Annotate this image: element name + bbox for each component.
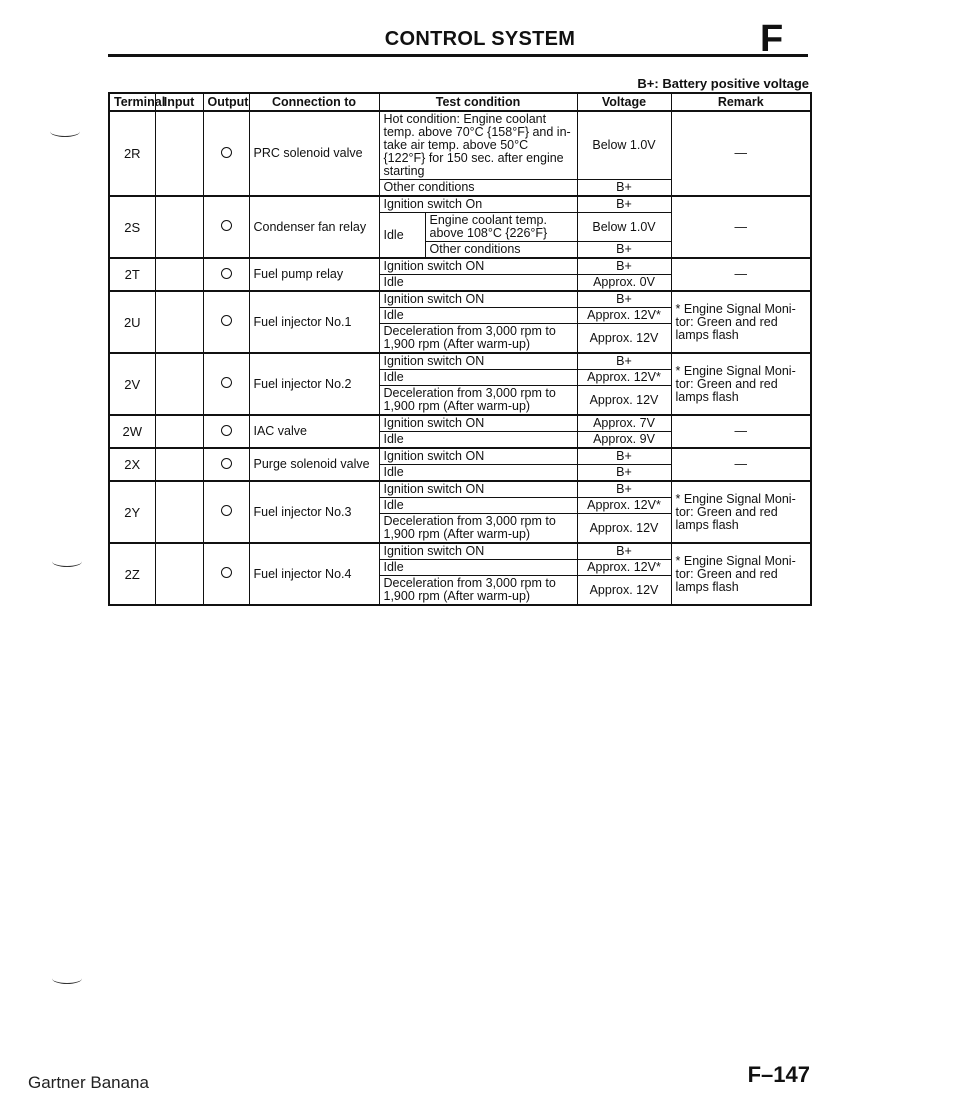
test-condition-cell: Idle	[379, 370, 577, 386]
battery-note: B+: Battery positive voltage	[637, 76, 809, 91]
output-circle-icon	[221, 315, 232, 326]
remark-text: Engine Signal Moni- tor: Green and red lamps flash	[675, 553, 796, 594]
voltage-cell: Approx. 12V*	[577, 370, 671, 386]
test-condition-cell: Ignition switch ON	[379, 481, 577, 498]
table-row	[109, 196, 811, 213]
remark-cell: —	[671, 415, 811, 448]
voltage-cell: Approx. 12V	[577, 324, 671, 354]
voltage-cell: Approx. 12V*	[577, 308, 671, 324]
remark-asterisk: *	[675, 491, 681, 506]
remark-text: Engine Signal Moni- tor: Green and red lamps flash	[675, 491, 796, 532]
connection-cell: PRC solenoid valve	[249, 111, 379, 196]
terminal-cell: 2S	[109, 196, 155, 258]
voltage-cell: Approx. 9V	[577, 432, 671, 449]
voltage-cell: B+	[577, 465, 671, 482]
test-condition-cell: Ignition switch ON	[379, 448, 577, 465]
test-condition-cell: Deceleration from 3,000 rpm to 1,900 rpm (After warm-up)	[379, 386, 577, 416]
remark-cell: —	[671, 111, 811, 196]
test-condition-cell: Idle	[379, 308, 577, 324]
terminal-cell: 2Y	[109, 481, 155, 543]
output-cell	[203, 196, 249, 258]
voltage-cell: Approx. 12V	[577, 576, 671, 606]
terminal-cell: 2X	[109, 448, 155, 481]
col-header-connection: Connection to	[249, 93, 379, 111]
table-row	[109, 543, 811, 560]
table-header-row	[109, 93, 811, 111]
test-condition-cell: Ignition switch On	[379, 196, 577, 213]
remark-cell: —	[671, 448, 811, 481]
terminal-cell: 2V	[109, 353, 155, 415]
connection-cell: Fuel injector No.3	[249, 481, 379, 543]
remark-asterisk: *	[675, 553, 681, 568]
remark-text: Engine Signal Moni- tor: Green and red lamps flash	[675, 363, 796, 404]
connection-cell: Fuel injector No.2	[249, 353, 379, 415]
terminal-cell: 2R	[109, 111, 155, 196]
voltage-cell: Approx. 12V*	[577, 560, 671, 576]
test-condition-cell: Idle	[379, 432, 577, 449]
connection-cell: Purge solenoid valve	[249, 448, 379, 481]
output-cell	[203, 258, 249, 291]
section-letter: F	[760, 18, 784, 60]
output-cell	[203, 291, 249, 353]
voltage-cell: B+	[577, 481, 671, 498]
remark-cell	[671, 291, 811, 353]
output-circle-icon	[221, 458, 232, 469]
col-header-test-condition: Test condition	[379, 93, 577, 111]
output-circle-icon	[221, 268, 232, 279]
remark-cell: —	[671, 258, 811, 291]
binder-mark	[50, 126, 80, 137]
voltage-cell: Approx. 12V	[577, 386, 671, 416]
output-circle-icon	[221, 425, 232, 436]
test-condition-cell: Idle	[379, 560, 577, 576]
test-condition-cell: Ignition switch ON	[379, 543, 577, 560]
terminal-spec-table	[108, 92, 812, 606]
col-header-remark: Remark	[671, 93, 811, 111]
voltage-cell: Approx. 0V	[577, 275, 671, 292]
input-cell	[155, 448, 203, 481]
test-condition-cell: Idle	[379, 498, 577, 514]
binder-mark	[52, 556, 82, 567]
output-circle-icon	[221, 505, 232, 516]
connection-cell: Fuel pump relay	[249, 258, 379, 291]
voltage-cell: Approx. 7V	[577, 415, 671, 432]
remark-cell	[671, 543, 811, 605]
terminal-cell: 2U	[109, 291, 155, 353]
test-condition-cell: Ignition switch ON	[379, 291, 577, 308]
table-row	[109, 111, 811, 180]
test-condition-cell: Ignition switch ON	[379, 258, 577, 275]
page-number: F–147	[747, 1062, 810, 1087]
connection-cell: Fuel injector No.4	[249, 543, 379, 605]
remark-cell	[671, 353, 811, 415]
col-header-input: Input	[155, 93, 203, 111]
col-header-voltage: Voltage	[577, 93, 671, 111]
output-cell	[203, 448, 249, 481]
page-title: CONTROL SYSTEM	[384, 28, 576, 50]
test-condition-cell: Ignition switch ON	[379, 415, 577, 432]
table-row	[109, 448, 811, 465]
terminal-cell: 2T	[109, 258, 155, 291]
output-cell	[203, 481, 249, 543]
output-circle-icon	[221, 220, 232, 231]
col-header-terminal: Terminal	[109, 93, 155, 111]
voltage-cell: B+	[577, 291, 671, 308]
col-header-output: Output	[203, 93, 249, 111]
remark-asterisk: *	[675, 301, 681, 316]
binder-mark	[52, 973, 82, 984]
input-cell	[155, 258, 203, 291]
test-condition-cell: Engine coolant temp. above 108°C {226°F}	[425, 213, 577, 242]
input-cell	[155, 415, 203, 448]
output-cell	[203, 543, 249, 605]
output-circle-icon	[221, 377, 232, 388]
output-circle-icon	[221, 567, 232, 578]
test-condition-cell: Other conditions	[379, 180, 577, 197]
output-circle-icon	[221, 147, 232, 158]
test-condition-cell: Idle	[379, 275, 577, 292]
voltage-cell: Below 1.0V	[577, 111, 671, 180]
output-cell	[203, 415, 249, 448]
terminal-cell: 2W	[109, 415, 155, 448]
output-cell	[203, 353, 249, 415]
voltage-cell: B+	[577, 180, 671, 197]
table-row	[109, 258, 811, 275]
input-cell	[155, 196, 203, 258]
voltage-cell: B+	[577, 353, 671, 370]
test-condition-cell: Idle	[379, 465, 577, 482]
test-condition-cell: Hot condition: Engine coolant temp. above 70°C {158°F} and in- take air temp. above 50°C {122°F} for 150 sec. after engine starting	[379, 111, 577, 180]
header-rule	[108, 54, 808, 57]
footer-watermark-text: Gartner Banana	[28, 1073, 149, 1092]
terminal-cell: 2Z	[109, 543, 155, 605]
table-row	[109, 353, 811, 370]
test-condition-cell: Other conditions	[425, 242, 577, 259]
remark-asterisk: *	[675, 363, 681, 378]
voltage-cell: Approx. 12V*	[577, 498, 671, 514]
test-condition-cell: Ignition switch ON	[379, 353, 577, 370]
voltage-cell: B+	[577, 543, 671, 560]
table-row	[109, 481, 811, 498]
input-cell	[155, 481, 203, 543]
voltage-cell: Approx. 12V	[577, 514, 671, 544]
idle-label-cell: Idle	[379, 213, 425, 259]
connection-cell: Condenser fan relay	[249, 196, 379, 258]
input-cell	[155, 543, 203, 605]
output-cell	[203, 111, 249, 196]
input-cell	[155, 353, 203, 415]
voltage-cell: B+	[577, 258, 671, 275]
connection-cell: IAC valve	[249, 415, 379, 448]
voltage-cell: Below 1.0V	[577, 213, 671, 242]
table-row	[109, 415, 811, 432]
table-row	[109, 291, 811, 308]
test-condition-cell: Deceleration from 3,000 rpm to 1,900 rpm (After warm-up)	[379, 576, 577, 606]
voltage-cell: B+	[577, 196, 671, 213]
connection-cell: Fuel injector No.1	[249, 291, 379, 353]
test-condition-cell: Deceleration from 3,000 rpm to 1,900 rpm (After warm-up)	[379, 514, 577, 544]
input-cell	[155, 111, 203, 196]
remark-cell	[671, 481, 811, 543]
voltage-cell: B+	[577, 242, 671, 259]
remark-cell: —	[671, 196, 811, 258]
voltage-cell: B+	[577, 448, 671, 465]
test-condition-cell: Deceleration from 3,000 rpm to 1,900 rpm (After warm-up)	[379, 324, 577, 354]
remark-text: Engine Signal Moni- tor: Green and red lamps flash	[675, 301, 796, 342]
input-cell	[155, 291, 203, 353]
